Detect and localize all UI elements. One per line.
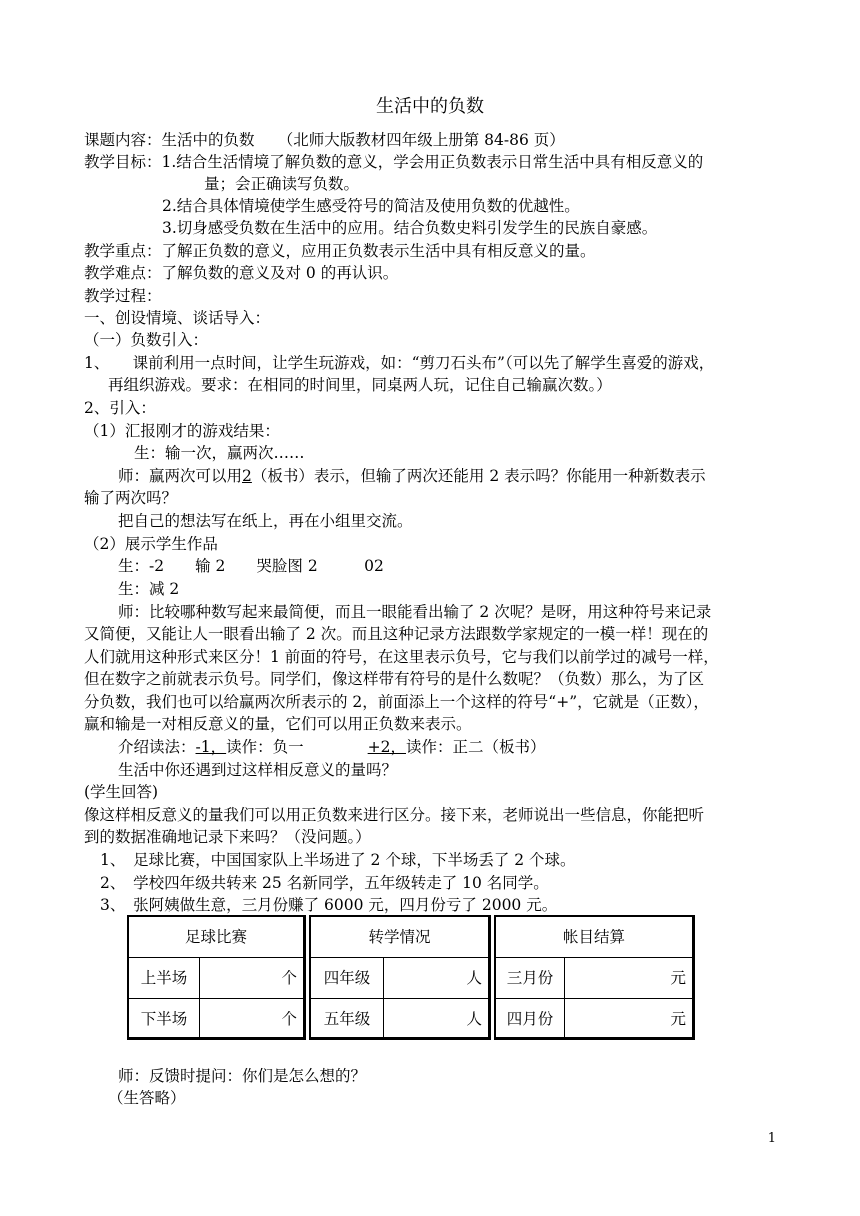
row-label: 上半场 (129, 958, 200, 998)
text-line: 3.切身感受负数在生活中的应用。结合负数史料引发学生的民族自豪感。 (162, 219, 658, 237)
text-line: 赢和输是一对相反意义的量，它们可以用正负数来表示。 (84, 715, 472, 733)
table-row (129, 958, 303, 999)
unit-label: 个 (281, 969, 297, 987)
text-line: 到的数据准确地记录下来吗？（没问题。） (84, 828, 371, 846)
text-line: 量；会正确读写负数。 (204, 175, 360, 193)
text-line: 教学重点：了解正负数的意义，应用正负数表示生活中具有相反意义的量。 (84, 242, 596, 260)
text-line: 把自己的想法写在纸上，再在小组里交流。 (118, 512, 413, 530)
row-label: 五年级 (311, 999, 384, 1039)
text-line: 输了两次吗？ (84, 489, 178, 507)
text-line: 再组织游戏。要求：在相同的时间里，同桌两人玩，记住自己输赢次数。） (108, 376, 612, 394)
text-line: 课题内容：生活中的负数 （北师大版教材四年级上册第 84-86 页） (84, 131, 565, 149)
table-header: 帐目结算 (496, 917, 692, 958)
page-number: 1 (767, 1131, 776, 1146)
teacher-line: 师：赢两次可以用2（板书）表示，但输了两次还能用 2 表示吗？你能用一种新数表示 (118, 467, 706, 485)
unit-label: 人 (466, 969, 482, 987)
text-line: 师：比较哪种数写起来最简便，而且一眼能看出输了 2 次呢？是呀，用这种符号来记录 (118, 603, 712, 621)
text-line: 又简便，又能让人一眼看出输了 2 次。而且这种记录方法跟数学家规定的一模一样！现在的 (84, 625, 709, 643)
table-row (496, 958, 692, 999)
text-line: 2、引入： (84, 399, 156, 417)
text-line: 教学过程： (84, 287, 162, 305)
list-item: 2、 学校四年级共转来 25 名新同学，五年级转走了 10 名同学。 (100, 874, 549, 892)
row-label: 四月份 (496, 999, 565, 1039)
text-line: 但在数字之前就表示负号。同学们，像这样带有符号的是什么数呢？（负数）那么，为了区 (84, 670, 705, 688)
text-line: 生活中你还遇到过这样相反意义的量吗？ (118, 761, 398, 779)
table-header: 足球比赛 (129, 917, 303, 958)
row-label: 下半场 (129, 999, 200, 1039)
table-football (127, 915, 306, 1040)
text-line: 分负数，我们也可以给赢两次所表示的 2，前面添上一个这样的符号“+”，它就是（正数）， (84, 693, 709, 711)
list-item: 3、 张阿姨做生意，三月份赚了 6000 元，四月份亏了 2000 元。 (100, 896, 558, 914)
text-line: 师：反馈时提问：你们是怎么想的？ (118, 1067, 367, 1085)
text-line: 人们就用这种形式来区分！1 前面的符号，在这里表示负号，它与我们以前学过的减号一样， (84, 648, 719, 666)
text-line: （1）汇报刚才的游戏结果： (84, 422, 280, 440)
unit-label: 个 (281, 1010, 297, 1028)
text-line: 生：减 2 (118, 580, 180, 598)
text-line: 教学目标：1.结合生活情境了解负数的意义，学会用正负数表示日常生活中具有相反意义的 (84, 153, 704, 171)
table-row (129, 999, 303, 1039)
unit-label: 人 (466, 1010, 482, 1028)
row-label: 三月份 (496, 958, 565, 998)
unit-label: 元 (670, 969, 686, 987)
list-item: 1、 足球比赛，中国国家队上半场进了 2 个球，下半场丢了 2 个球。 (100, 851, 576, 869)
table-row (496, 999, 692, 1039)
text-line: （2）展示学生作品 (84, 535, 218, 553)
subsection-heading: （一）负数引入： (84, 331, 209, 349)
table-account (494, 915, 695, 1040)
text-line: 教学难点：了解负数的意义及对 0 的再认识。 (84, 264, 399, 282)
table-transfer (309, 915, 491, 1040)
table-row (311, 999, 488, 1039)
section-heading: 一、创设情境、谈话导入： (84, 309, 271, 327)
text-line: 生：输一次，赢两次…… (134, 444, 305, 462)
text-line: 2.结合具体情境使学生感受符号的简洁及使用负数的优越性。 (162, 197, 580, 215)
text-line: 像这样相反意义的量我们可以用正负数来进行区分。接下来，老师说出一些信息，你能把听 (84, 806, 705, 824)
table-header: 转学情况 (311, 917, 488, 958)
reading-line: 介绍读法：-1，读作：负一 +2，读作：正二（板书） (118, 738, 546, 756)
unit-label: 元 (670, 1010, 686, 1028)
text-line: 生：-2 输 2 哭脸图 2 02 (118, 557, 384, 575)
table-row (311, 958, 488, 999)
text-line: （生答略） (108, 1089, 186, 1107)
text-line: 1、 课前利用一点时间，让学生玩游戏，如：“剪刀石头布”（可以先了解学生喜爱的游戏， (84, 354, 715, 372)
document-title: 生活中的负数 (376, 96, 484, 117)
text-line: (学生回答) (84, 783, 159, 801)
row-label: 四年级 (311, 958, 384, 998)
